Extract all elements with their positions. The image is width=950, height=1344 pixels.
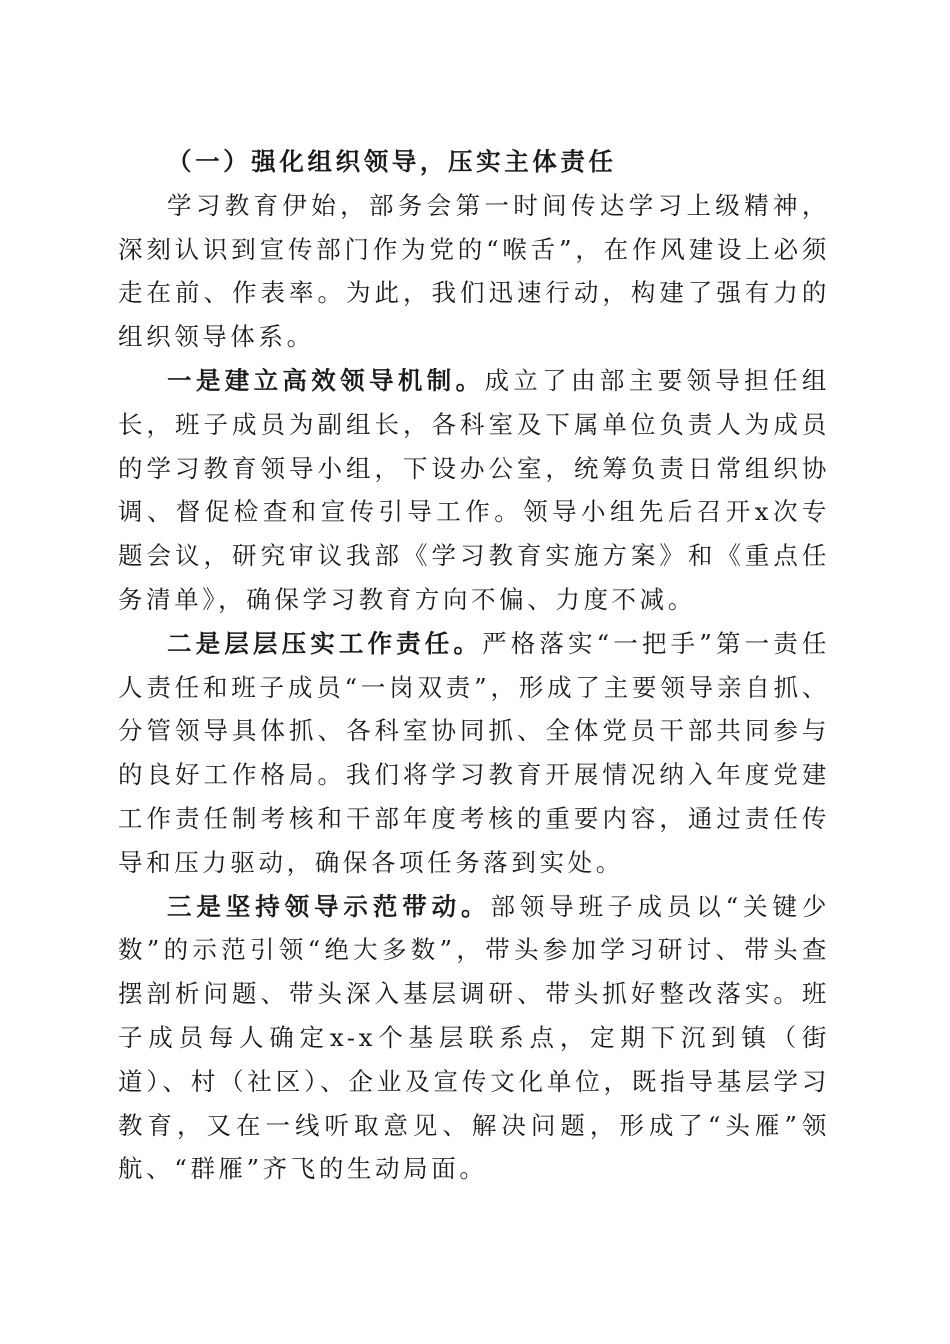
point-text-3: 部领导班子成员以“关键少数”的示范引领“绝大多数”，带头参加学习研讨、带头查摆剖析问题、带头深入基层调研、带头抓好整改落实。班子成员每人确定x-x个基层联系点，定期下沉到镇（街道）、村（社区）、企业及宣传文化单位，既指导基层学习教育，又在一线听取意见、解决问题，形成了“头雁”领航、“群雁”齐飞的生动局面。 <box>118 891 830 1184</box>
point-lead-1: 一是建立高效领导机制。 <box>167 365 485 395</box>
point-lead-2: 二是层层压实工作责任。 <box>167 628 483 658</box>
intro-paragraph: 学习教育伊始，部务会第一时间传达学习上级精神，深刻认识到宣传部门作为党的“喉舌”，在作风建设上必须走在前、作表率。为此，我们迅速行动，构建了强有力的组织领导体系。 <box>118 190 830 352</box>
section-heading: （一）强化组织领导，压实主体责任 <box>167 147 617 176</box>
point-paragraph-3 <box>118 885 830 1192</box>
point-text-1: 成立了由部主要领导担任组长，班子成员为副组长，各科室及下属单位负责人为成员的学习教育领导小组，下设办公室，统筹负责日常组织协调、督促检查和宣传引导工作。领导小组先后召开x次专题会议，研究审议我部《学习教育实施方案》和《重点任务清单》，确保学习教育方向不偏、力度不减。 <box>118 365 830 614</box>
point-paragraph-2 <box>118 622 830 885</box>
point-paragraph-1 <box>118 359 830 622</box>
point-text-2: 严格落实“一把手”第一责任人责任和班子成员“一岗双责”，形成了主要领导亲自抓、分管领导具体抓、各科室协同抓、全体党员干部共同参与的良好工作格局。我们将学习教育开展情况纳入年度党建工作责任制考核和干部年度考核的重要内容，通过责任传导和压力驱动，确保各项任务落到实处。 <box>118 628 830 877</box>
document-body <box>118 140 830 1191</box>
point-lead-3: 三是坚持领导示范带动。 <box>167 891 491 921</box>
